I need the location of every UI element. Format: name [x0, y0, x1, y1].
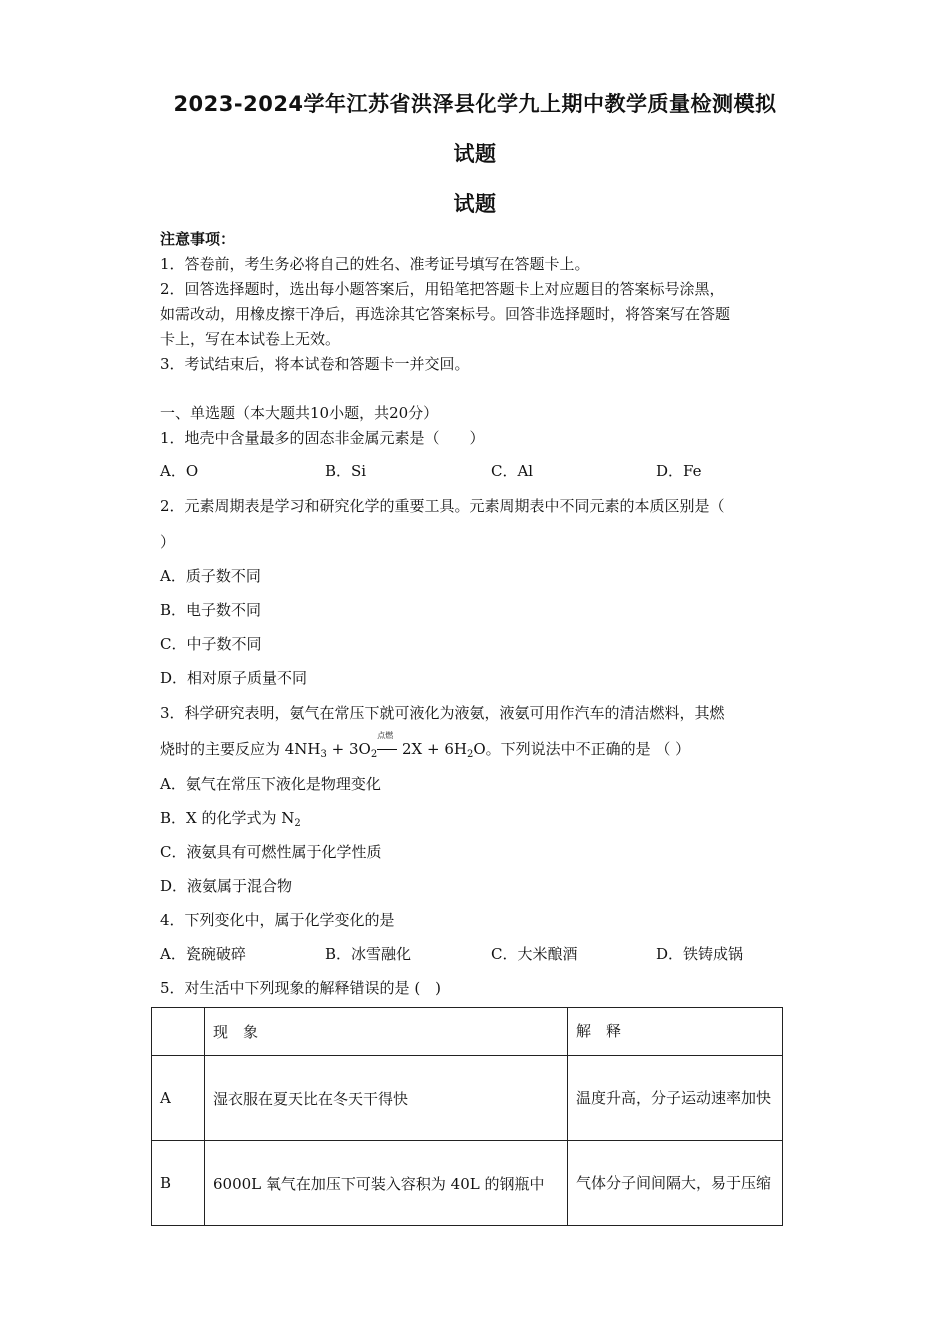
table-header-explanation: 解 释: [568, 1008, 783, 1056]
notice-line: 卡上，写在本试卷上无效。: [160, 330, 341, 348]
phenomenon-table: [151, 1007, 783, 1226]
question-5-stem: 5．对生活中下列现象的解释错误的是 ( ): [160, 979, 442, 997]
question-4-stem: 4．下列变化中，属于化学变化的是: [160, 911, 395, 929]
section-heading: 一、单选题（本大题共10小题，共20分）: [160, 404, 439, 422]
option-b: B．Si: [325, 462, 367, 480]
table-header-row: [152, 1008, 783, 1056]
notice-line: 3．考试结束后，将本试卷和答题卡一并交回。: [160, 355, 470, 373]
row-explanation: 气体分子间间隔大，易于压缩: [568, 1141, 783, 1226]
option-c: C．中子数不同: [160, 635, 262, 653]
notice-line: 如需改动，用橡皮擦干净后，再选涂其它答案标号。回答非选择题时，将答案写在答题: [160, 305, 731, 323]
equation-part: 烧时的主要反应为 4NH: [160, 740, 321, 758]
row-phenomenon: 6000L 氧气在加压下可装入容积为 40L 的钢瓶中: [205, 1141, 568, 1226]
exam-title-line2: 试题: [453, 142, 497, 166]
reaction-arrow: [377, 731, 397, 758]
option-a: A．瓷碗破碎: [160, 945, 246, 963]
notice-line: 2．回答选择题时，选出每小题答案后，用铅笔把答题卡上对应题目的答案标号涂黑，: [160, 280, 725, 298]
option-c: C．Al: [491, 462, 534, 480]
notice-heading: 注意事项：: [160, 230, 236, 248]
subscript: 2: [466, 749, 474, 760]
row-phenomenon: 湿衣服在夏天比在冬天干得快: [205, 1056, 568, 1141]
option-b-text: B．X 的化学式为 N: [160, 809, 295, 827]
option-b: B．冰雪融化: [325, 945, 412, 963]
row-explanation: 温度升高，分子运动速率加快: [568, 1056, 783, 1141]
option-a: A．O: [160, 462, 199, 480]
table-header-phenomenon: 现 象: [205, 1008, 568, 1056]
equation-part: + 3O: [326, 740, 371, 758]
option-c: C．大米酿酒: [491, 945, 578, 963]
question-1-stem: 1．地壳中含量最多的固态非金属元素是（ ）: [160, 429, 485, 447]
option-d: D．相对原子质量不同: [160, 669, 308, 687]
equation-part: 2X + 6H: [397, 740, 467, 758]
exam-title-line1: 2023-2024学年江苏省洪泽县化学九上期中教学质量检测模拟: [173, 92, 777, 116]
subscript: 3: [320, 749, 327, 760]
option-d: D．液氨属于混合物: [160, 877, 293, 895]
question-2-stem-cont: ）: [160, 533, 176, 551]
subscript: 2: [294, 818, 301, 829]
option-a: A．质子数不同: [160, 567, 261, 585]
question-3-stem: 3．科学研究表明，氨气在常压下就可液化为液氨，液氨可用作汽车的清洁燃料，其燃: [160, 704, 725, 722]
option-b: B．电子数不同: [160, 601, 262, 619]
equals-bar: [377, 749, 397, 750]
question-3-equation-line: [160, 731, 691, 760]
question-2-stem: 2．元素周期表是学习和研究化学的重要工具。元素周期表中不同元素的本质区别是（: [160, 497, 725, 515]
option-d: D．铁铸成锅: [656, 945, 744, 963]
notice-line: 1．答卷前，考生务必将自己的姓名、准考证号填写在答题卡上。: [160, 255, 590, 273]
table-header-cell: [152, 1008, 205, 1056]
option-d: D．Fe: [656, 462, 702, 480]
row-label: B: [152, 1141, 205, 1226]
table-row: [152, 1056, 783, 1141]
row-label: A: [152, 1056, 205, 1141]
exam-title-line3: 试题: [453, 192, 497, 216]
option-a: A．氨气在常压下液化是物理变化: [160, 775, 381, 793]
reaction-condition: 点燃: [377, 731, 394, 740]
subscript: 2: [370, 749, 378, 760]
equation-part: O。下列说法中不正确的是 （ ）: [473, 740, 691, 758]
option-b: [160, 807, 301, 829]
table-row: [152, 1141, 783, 1226]
option-c: C．液氨具有可燃性属于化学性质: [160, 843, 382, 861]
